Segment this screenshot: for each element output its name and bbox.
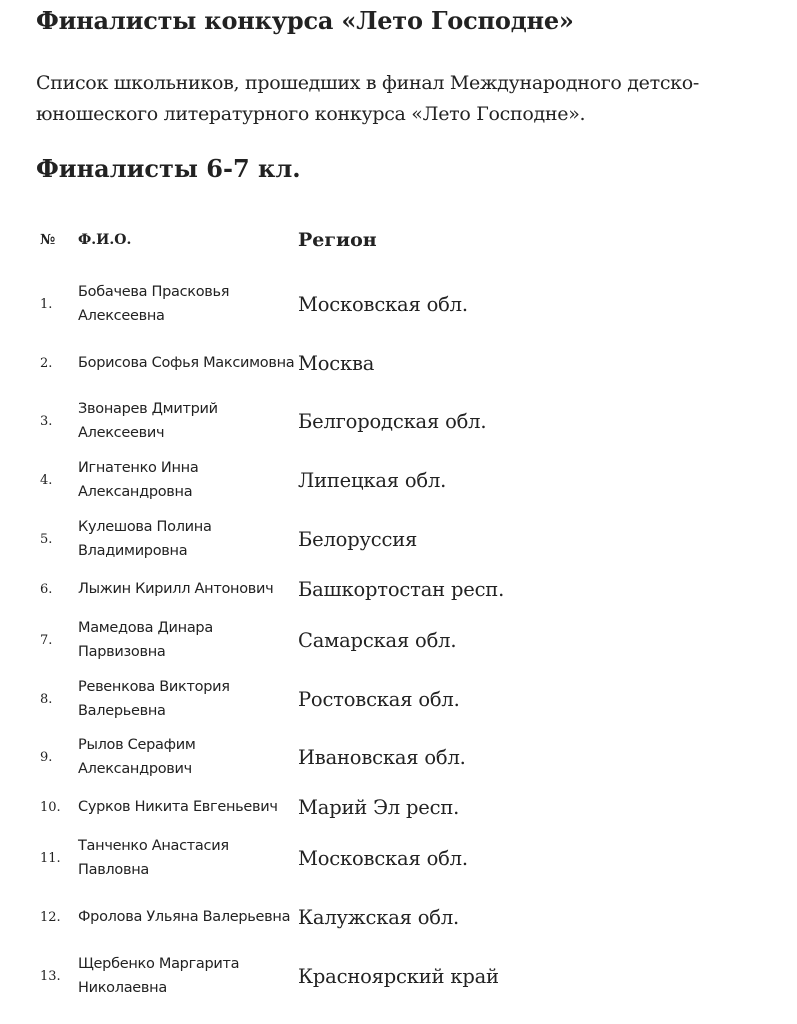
row-number: 1.	[40, 296, 53, 312]
table-row	[0, 334, 797, 392]
table-row	[0, 888, 797, 946]
row-number: 12.	[40, 909, 61, 925]
row-name: Лыжин Кирилл Антонович	[78, 581, 274, 597]
table-row	[0, 611, 797, 669]
row-region: Белоруссия	[298, 527, 418, 551]
row-name: Борисова Софья Максимовна	[78, 355, 295, 371]
row-name: Ревенкова Виктория Валерьевна	[78, 679, 230, 719]
row-number: 6.	[40, 581, 53, 597]
table-row	[0, 778, 797, 836]
column-header-region: Регион	[298, 229, 377, 251]
row-name: Игнатенко Инна Александровна	[78, 460, 199, 500]
row-region: Москва	[298, 351, 375, 375]
row-name: Фролова Ульяна Валерьевна	[78, 909, 291, 925]
row-name: Кулешова Полина Владимировна	[78, 519, 212, 559]
row-region: Калужская обл.	[298, 905, 460, 929]
row-region: Башкортостан респ.	[298, 577, 505, 601]
row-number: 4.	[40, 472, 53, 488]
row-region: Марий Эл респ.	[298, 795, 460, 819]
row-name: Мамедова Динара Парвизовна	[78, 620, 213, 660]
column-header-name: Ф.И.О.	[78, 232, 132, 248]
table-row	[0, 392, 797, 450]
row-name: Звонарев Дмитрий Алексеевич	[78, 401, 218, 441]
row-number: 9.	[40, 749, 53, 765]
row-name: Сурков Никита Евгеньевич	[78, 799, 278, 815]
table-row	[0, 670, 797, 728]
row-region: Ивановская обл.	[298, 745, 466, 769]
row-number: 5.	[40, 531, 53, 547]
page-title: Финалисты конкурса «Лето Господне»	[36, 6, 574, 35]
row-region: Московская обл.	[298, 846, 468, 870]
row-name: Щербенко Маргарита Николаевна	[78, 956, 240, 996]
row-region: Самарская обл.	[298, 628, 457, 652]
column-header-number: №	[40, 232, 56, 248]
row-number: 8.	[40, 691, 53, 707]
table-row	[0, 947, 797, 1005]
intro-paragraph: Список школьников, прошедших в финал Международного детско-юношеского литературного конкурса «Лето Господне».	[36, 72, 700, 125]
table-row	[0, 560, 797, 618]
table-row	[0, 275, 797, 333]
section-title: Финалисты 6-7 кл.	[36, 154, 301, 183]
row-region: Московская обл.	[298, 292, 468, 316]
row-number: 2.	[40, 355, 53, 371]
row-region: Белгородская обл.	[298, 409, 487, 433]
row-region: Красноярский край	[298, 964, 499, 988]
row-region: Липецкая обл.	[298, 468, 447, 492]
row-number: 3.	[40, 413, 53, 429]
row-name: Бобачева Прасковья Алексеевна	[78, 284, 230, 324]
row-number: 13.	[40, 968, 61, 984]
table-row	[0, 451, 797, 509]
row-name: Танченко Анастасия Павловна	[78, 838, 229, 878]
table-row	[0, 829, 797, 887]
row-number: 7.	[40, 632, 53, 648]
row-name: Рылов Серафим Александрович	[78, 737, 196, 777]
row-region: Ростовская обл.	[298, 687, 460, 711]
row-number: 11.	[40, 850, 61, 866]
row-number: 10.	[40, 799, 61, 815]
